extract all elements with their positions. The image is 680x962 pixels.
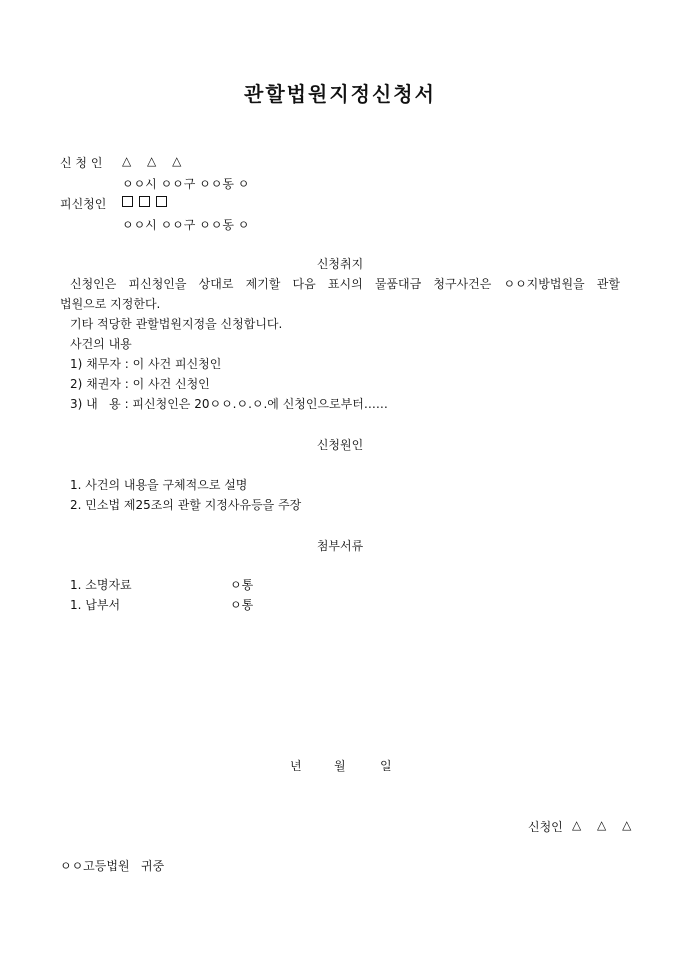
blank-box-3 (156, 196, 167, 207)
attachment-2-name: 1. 납부서 (70, 598, 121, 612)
attachment-1-name: 1. 소명자료 (70, 578, 132, 592)
respondent-address: ㅇㅇ시 ㅇㅇ구 ㅇㅇ동 ㅇ (122, 218, 250, 232)
applicant-label: 신 청 인 (60, 156, 103, 170)
date-year: 년 (290, 759, 302, 773)
reason-item-1: 1. 사건의 내용을 구체적으로 설명 (70, 478, 248, 492)
purpose-line-2: 법원으로 지정한다. (60, 297, 161, 311)
case-item-1: 1) 채무자 : 이 사건 피신청인 (70, 357, 222, 371)
case-item-2: 2) 채권자 : 이 사건 신청인 (70, 377, 210, 391)
addressee: ㅇㅇ고등법원 귀중 (60, 859, 165, 873)
date-month: 월 (334, 759, 346, 773)
respondent-name (122, 195, 173, 209)
case-item-3: 3) 내 용 : 피신청인은 20ㅇㅇ.ㅇ.ㅇ.에 신청인으로부터…… (70, 397, 388, 411)
respondent-label: 피신청인 (60, 197, 107, 211)
signature-label: 신청인 (528, 820, 563, 834)
applicant-address: ㅇㅇ시 ㅇㅇ구 ㅇㅇ동 ㅇ (122, 177, 250, 191)
reason-item-2: 2. 민소법 제25조의 관할 지정사유등을 주장 (70, 498, 302, 512)
case-heading: 사건의 내용 (70, 337, 132, 351)
purpose-line-1: 신청인은 피신청인을 상대로 제기할 다음 표시의 물품대금 청구사건은 ㅇㅇ지방법원을 관할 (70, 277, 620, 291)
attachments-heading: 첨부서류 (316, 539, 364, 553)
document-title: 관할법원지정신청서 (244, 82, 436, 106)
blank-box-2 (139, 196, 150, 207)
attachment-2-qty: ㅇ통 (230, 598, 254, 612)
reasons-heading: 신청원인 (316, 438, 364, 452)
purpose-line-3: 기타 적당한 관할법원지정을 신청합니다. (70, 317, 283, 331)
purpose-heading: 신청취지 (316, 257, 364, 271)
signature-name: △ △ △ (572, 818, 638, 832)
attachment-1-qty: ㅇ통 (230, 578, 254, 592)
blank-box-1 (122, 196, 133, 207)
applicant-name: △ △ △ (122, 154, 188, 168)
date-day: 일 (380, 759, 392, 773)
